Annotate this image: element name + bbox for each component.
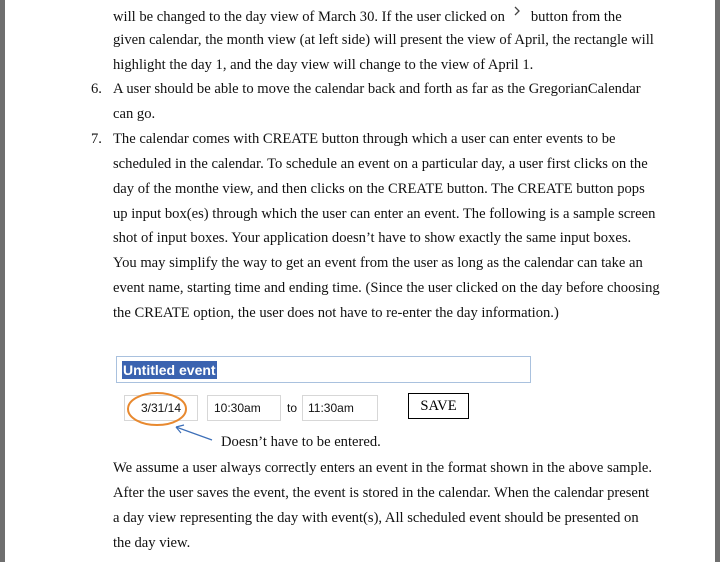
save-button[interactable]: SAVE [408, 393, 469, 419]
annotation-text: Doesn’t have to be entered. [221, 434, 381, 450]
date-value: 3/31/14 [140, 401, 182, 415]
doc-line: event name, starting time and ending time. (Since the user clicked on the day before choosing [113, 280, 660, 296]
doc-line: the CREATE option, the user does not have to re-enter the day information.) [113, 305, 559, 321]
start-time-value: 10:30am [214, 401, 261, 415]
doc-line: will be changed to the day view of March 30. If the user clicked on button from the [113, 5, 622, 25]
event-title-text: Untitled event [123, 362, 216, 378]
list-number: 7. [91, 131, 102, 147]
doc-line: the day view. [113, 535, 191, 551]
doc-line: highlight the day 1, and the day view will change to the view of April 1. [113, 57, 534, 73]
doc-line: We assume a user always correctly enters an event in the format shown in the above sample. [113, 460, 653, 476]
doc-line: The calendar comes with CREATE button through which a user can enter events to be [113, 131, 616, 147]
doc-line: day of the monthe view, and then clicks on the CREATE button. The CREATE button pops [113, 181, 645, 197]
end-time-value: 11:30am [308, 401, 354, 415]
doc-line: After the user saves the event, the event is stored in the calendar. When the calendar present [113, 485, 650, 501]
doc-line: a day view representing the day with event(s), All scheduled event should be presented on [113, 510, 639, 526]
list-number: 6. [91, 81, 102, 97]
doc-line: can go. [113, 106, 156, 122]
date-highlight-circle [128, 393, 186, 425]
annotation-arrow-line [176, 427, 212, 440]
doc-line: given calendar, the month view (at left side) will present the view of April, the rectangle will [113, 32, 654, 48]
doc-line: A user should be able to move the calendar back and forth as far as the GregorianCalendar [113, 81, 641, 97]
doc-line: scheduled in the calendar. To schedule an event on a particular day, a user first clicks on the [113, 156, 648, 172]
doc-line: up input box(es) through which the user can enter an event. The following is a sample screen [113, 206, 656, 222]
doc-line: You may simplify the way to get an event from the user as long as the calendar can take an [113, 255, 643, 271]
doc-line: shot of input boxes. Your application doesn’t have to show exactly the same input boxes. [113, 230, 632, 246]
to-label: to [287, 401, 298, 415]
